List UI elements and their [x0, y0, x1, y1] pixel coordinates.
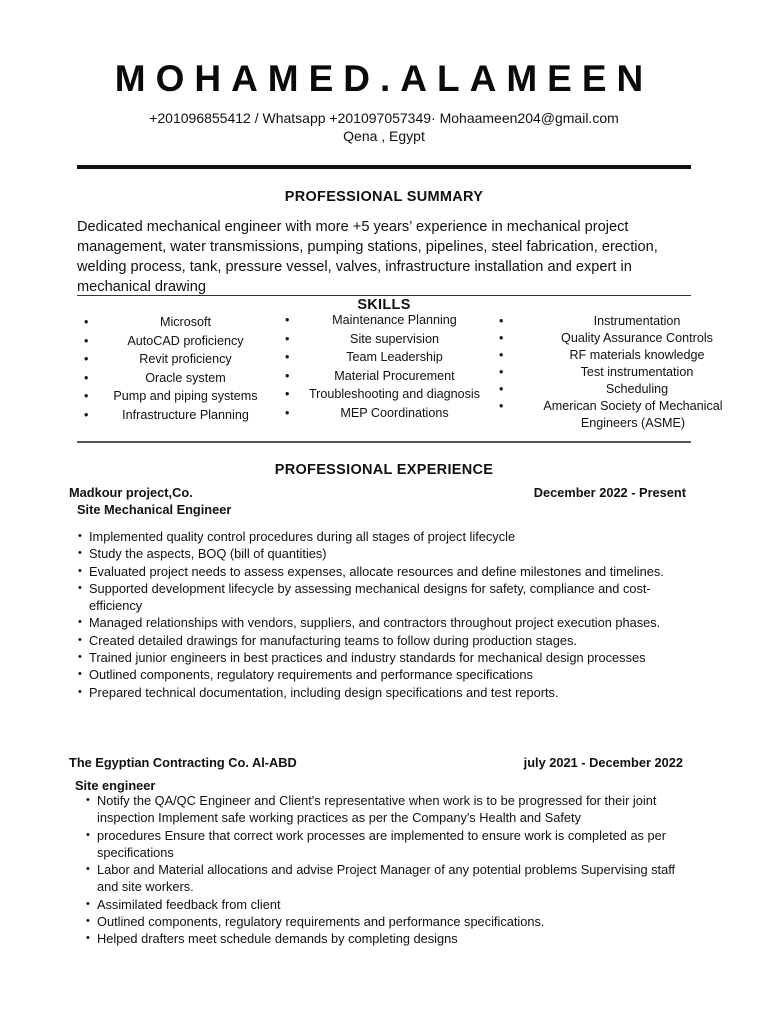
- skill-label: Scheduling: [605, 382, 669, 396]
- skill-label: Team Leadership: [346, 350, 443, 364]
- skill-label: Oracle system: [145, 370, 226, 385]
- bullet-icon: •: [499, 331, 504, 345]
- skill-label: Instrumentation: [593, 314, 681, 328]
- bullet-icon: •: [285, 387, 290, 401]
- bullet-icon: •: [84, 407, 89, 422]
- bullet-icon: •: [499, 314, 504, 328]
- summary-text: Dedicated mechanical engineer with more +5 years’ experience in mechanical project management, water transmissions, pumping stations, pipelines, steel fabrication, erection, welding process, tank, pressure vessel, valves, infrastructure installation and expert in mechanical drawing: [77, 219, 658, 295]
- bullet-icon: •: [84, 315, 89, 329]
- job-bullet: • Supported development lifecycle by assessing mechanical designs for safety, compliance and cost-efficiency: [78, 580, 698, 615]
- skills-divider: [77, 441, 691, 443]
- job-bullet: • Assimilated feedback from client: [86, 896, 686, 913]
- summary-heading: PROFESSIONAL SUMMARY: [284, 189, 484, 205]
- contact-line: +201096855412 / Whatsapp +201097057349· Mohaameen204@gmail.com: [149, 110, 619, 126]
- experience-heading: PROFESSIONAL EXPERIENCE: [274, 462, 494, 478]
- skill-label: Site supervision: [350, 331, 439, 346]
- skill-label: Troubleshooting and diagnosis: [308, 387, 481, 401]
- job-bullet: • Outlined components, regulatory requirements and performance specifications: [78, 666, 698, 683]
- job-dates: December 2022 - Present: [533, 485, 686, 500]
- candidate-name: MOHAMED.ALAMEEN: [114, 58, 654, 99]
- skill-label: MEP Coordinations: [340, 405, 449, 420]
- bullet-icon: •: [499, 348, 504, 362]
- bullet-icon: •: [84, 352, 89, 366]
- job-bullet: • Labor and Material allocations and advise Project Manager of any potential problems Supervising staff and site workers.: [86, 861, 686, 896]
- skill-label: Revit proficiency: [139, 352, 232, 366]
- job-bullet: • Notify the QA/QC Engineer and Client's representative when work is to be progressed for their joint inspection Implement safe working practices as per the Company's Health and Safety: [86, 792, 686, 827]
- skill-label: Microsoft: [159, 315, 212, 329]
- skill-label: Pump and piping systems: [113, 389, 258, 403]
- bullet-icon: •: [499, 399, 504, 413]
- skill-label: Maintenance Planning: [332, 313, 457, 327]
- job-bullets: [86, 792, 686, 948]
- bullet-icon: •: [84, 333, 89, 348]
- bullet-icon: •: [285, 331, 290, 346]
- bullet-icon: •: [285, 368, 290, 383]
- job-company: Madkour project,Co.: [69, 485, 193, 500]
- bullet-icon: •: [84, 370, 89, 385]
- job-bullet: • Helped drafters meet schedule demands by completing designs: [86, 930, 686, 947]
- skill-label: Material Procurement: [334, 368, 455, 383]
- job-bullet: • Study the aspects, BOQ (bill of quantities): [78, 545, 698, 562]
- job-title: Site engineer: [75, 778, 156, 793]
- summary-divider: [77, 295, 691, 296]
- skills-heading: SKILLS: [357, 297, 411, 313]
- skill-label: RF materials knowledge: [569, 348, 705, 362]
- bullet-icon: •: [84, 389, 89, 403]
- job-bullet: • Created detailed drawings for manufacturing teams to follow during production stages.: [78, 632, 698, 649]
- job-bullet: • Trained junior engineers in best practices and industry standards for mechanical design processes: [78, 649, 698, 666]
- header-divider: [77, 165, 691, 169]
- job-title: Site Mechanical Engineer: [77, 502, 232, 517]
- job-bullet: • Implemented quality control procedures during all stages of project lifecycle: [78, 528, 698, 545]
- job-bullet: • Managed relationships with vendors, suppliers, and contractors throughout project execution phases.: [78, 614, 698, 631]
- location: Qena , Egypt: [343, 128, 425, 144]
- bullet-icon: •: [499, 382, 504, 396]
- bullet-icon: •: [499, 365, 504, 379]
- skill-label: Infrastructure Planning: [122, 407, 249, 422]
- bullet-icon: •: [285, 313, 290, 327]
- skill-label: Test instrumentation: [580, 365, 694, 379]
- job-bullet: • procedures Ensure that correct work processes are implemented to ensure work is completed as per specifications: [86, 827, 686, 862]
- job-bullets: [78, 528, 698, 701]
- bullet-icon: •: [285, 405, 290, 420]
- skill-label: Quality Assurance Controls: [561, 331, 713, 345]
- job-bullet: • Outlined components, regulatory requirements and performance specifications.: [86, 913, 686, 930]
- skill-label: AutoCAD proficiency: [127, 333, 244, 348]
- job-company: The Egyptian Contracting Co. Al-ABD: [69, 755, 297, 770]
- skill-label: American Society of Mechanical Engineers (ASME): [543, 399, 723, 430]
- bullet-icon: •: [285, 350, 290, 364]
- job-dates: july 2021 - December 2022: [523, 755, 683, 770]
- job-bullet: • Evaluated project needs to assess expenses, allocate resources and define milestones and timelines.: [78, 563, 698, 580]
- job-bullet: • Prepared technical documentation, including design specifications and test reports.: [78, 684, 698, 701]
